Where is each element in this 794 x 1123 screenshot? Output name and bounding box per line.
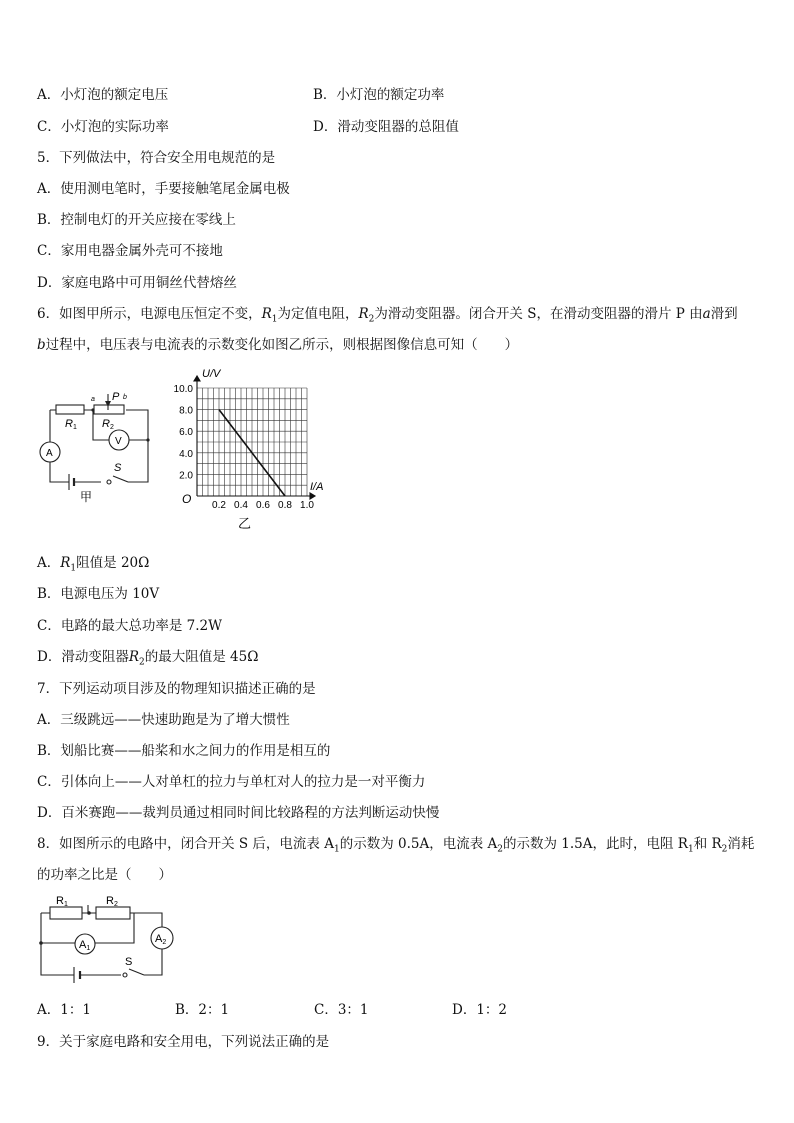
x-tick-label: 0.8: [278, 500, 292, 511]
q5-stem: 5．下列做法中，符合安全用电规范的是: [37, 150, 276, 166]
q7-option-d: D．百米赛跑——裁判员通过相同时间比较路程的方法判断运动快慢: [37, 805, 440, 821]
fig1-r2-label: [102, 418, 114, 431]
q6-stem-part5: 过程中，电压表与电流表的示数变化如图乙所示，则根据图像信息可知（ ）: [45, 337, 519, 353]
q6-ui-chart: [165, 364, 335, 534]
chart-origin-label: O: [182, 492, 192, 506]
q6-option-d-label: D．滑动变阻器: [37, 649, 129, 665]
fig2-a2-label: [155, 933, 166, 946]
q5-option-d: D．家庭电路中可用铜丝代替熔丝: [37, 275, 237, 291]
chart-axes: [194, 376, 315, 499]
q8-stem-part4: 和 R: [693, 836, 722, 852]
q6-option-a-tail: 阻值是 20Ω: [76, 555, 150, 571]
fig2-r2-label: [106, 895, 118, 908]
q6-stem-line1: [37, 302, 738, 325]
q5-option-c: C．家用电器金属外壳可不接地: [37, 243, 223, 259]
chart-tick-labels: [174, 384, 315, 511]
q8-stem-line1: [37, 832, 754, 855]
fig1-r1-sub: 1: [72, 424, 77, 431]
q8-a2-sub: 2: [497, 844, 503, 855]
chart-x-axis-label: I/A: [310, 481, 324, 493]
q6-option-d-r: R: [128, 649, 139, 665]
fig2-r1: R: [56, 895, 64, 907]
q8-circuit-diagram: [36, 893, 186, 988]
fig1-voltmeter-label: V: [115, 436, 122, 447]
chart-y-axis-label: U/V: [202, 368, 221, 380]
q8-r1-sub: 1: [687, 844, 694, 855]
q6-b: b: [37, 337, 46, 353]
q8-a1-sub: 1: [333, 844, 340, 855]
q8-stem-part3: 的示数为 1.5A，此时，电阻 R: [503, 836, 688, 852]
fig1-r2: R: [102, 418, 110, 430]
q8-option-c: C．3：1: [314, 1002, 369, 1018]
q7-stem: 7．下列运动项目涉及的物理知识描述正确的是: [37, 681, 316, 697]
q9-stem: 9．关于家庭电路和安全用电，下列说法正确的是: [37, 1034, 330, 1050]
q8-r2-sub: 2: [721, 844, 728, 855]
fig2-r2: R: [106, 895, 114, 907]
fig1-r2-sub: 2: [109, 424, 114, 431]
x-tick-label: 0.2: [212, 500, 226, 511]
q6-option-d-sub: 2: [139, 657, 145, 668]
q6-r1-sub: 1: [271, 314, 278, 325]
q4-option-b: B．小灯泡的额定功率: [313, 87, 445, 103]
q6-stem-part4: 滑到: [710, 306, 738, 322]
q6-option-a: [37, 551, 149, 574]
q8-stem-part5: 消耗: [727, 836, 755, 852]
chart-caption: 乙: [238, 516, 252, 531]
y-tick-label: 6.0: [179, 427, 193, 439]
fig2-a1-sub: 1: [86, 945, 91, 952]
q8-stem-line2: 的功率之比是（ ）: [37, 867, 172, 883]
fig1-p-label: P: [112, 391, 120, 403]
q6-option-c: C．电路的最大总功率是 7.2W: [37, 618, 222, 634]
fig2-r1-label: [56, 895, 68, 908]
x-tick-label: 1.0: [300, 500, 314, 511]
q6-stem-part2: 为定值电阻，: [277, 306, 359, 322]
x-tick-label: 0.6: [256, 500, 270, 511]
q8-option-a: A．1：1: [37, 1002, 91, 1018]
q5-option-a: A．使用测电笔时，手要接触笔尾金属电极: [37, 181, 290, 197]
fig1-caption: 甲: [80, 490, 93, 504]
q6-r2-sub: 2: [368, 314, 375, 325]
q6-a: a: [702, 306, 711, 322]
fig1-r1: R: [65, 418, 73, 430]
q6-stem-part1: 6．如图甲所示，电源电压恒定不变，: [37, 306, 262, 322]
q6-option-d-tail: 的最大阻值是 45Ω: [144, 649, 259, 665]
q6-r1: R: [261, 306, 272, 322]
fig1-b-label: b: [123, 394, 127, 401]
q8-option-b: B．2：1: [175, 1002, 230, 1018]
q6-option-a-label: A．: [37, 555, 61, 571]
y-tick-label: 4.0: [179, 448, 193, 460]
q6-option-d: [37, 645, 258, 668]
q6-circuit-diagram: [36, 390, 156, 505]
q8-option-d: D．1：2: [452, 1002, 508, 1018]
q6-option-a-r: R: [60, 555, 71, 571]
fig2-switch-label: S: [125, 956, 133, 968]
fig1-a-label: a: [91, 396, 95, 403]
q8-stem-part2: 的示数为 0.5A，电流表 A: [339, 836, 498, 852]
fig2-a1-label: [79, 939, 90, 952]
q6-r2: R: [358, 306, 369, 322]
q6-stem-line2: [37, 333, 518, 353]
q7-option-b: B．划船比赛——船桨和水之间力的作用是相互的: [37, 743, 331, 759]
chart-grid: [197, 388, 307, 496]
y-tick-label: 10.0: [173, 384, 193, 395]
fig2-r1-sub: 1: [63, 901, 68, 908]
fig2-a2-sub: 2: [162, 939, 167, 946]
x-axis-arrow: [310, 493, 315, 499]
q4-option-a: A．小灯泡的额定电压: [37, 87, 169, 103]
y-tick-label: 2.0: [179, 470, 193, 482]
q4-option-c: C．小灯泡的实际功率: [37, 119, 169, 135]
q7-option-c: C．引体向上——人对单杠的拉力与单杠对人的拉力是一对平衡力: [37, 774, 426, 790]
fig1-switch-label: S: [114, 462, 122, 474]
q6-option-b: B．电源电压为 10V: [37, 586, 160, 602]
fig2-a1: A: [79, 939, 87, 951]
fig1-r1-label: [65, 418, 77, 431]
q7-option-a: A．三级跳远——快速助跑是为了增大惯性: [37, 712, 290, 728]
y-axis-arrow: [194, 376, 200, 381]
x-tick-label: 0.4: [234, 500, 248, 511]
q6-option-a-sub: 1: [70, 563, 77, 574]
y-tick-label: 8.0: [179, 405, 193, 417]
fig1-ammeter-label: A: [46, 448, 53, 459]
q6-stem-part3: 为滑动变阻器。闭合开关 S，在滑动变阻器的滑片 P 由: [374, 306, 703, 322]
q5-option-b: B．控制电灯的开关应接在零线上: [37, 212, 236, 228]
q8-stem-part1: 8．如图所示的电路中，闭合开关 S 后，电流表 A: [37, 836, 334, 852]
fig2-a2: A: [155, 933, 163, 945]
q4-option-d: D．滑动变阻器的总阻值: [313, 119, 459, 135]
fig2-r2-sub: 2: [113, 901, 118, 908]
